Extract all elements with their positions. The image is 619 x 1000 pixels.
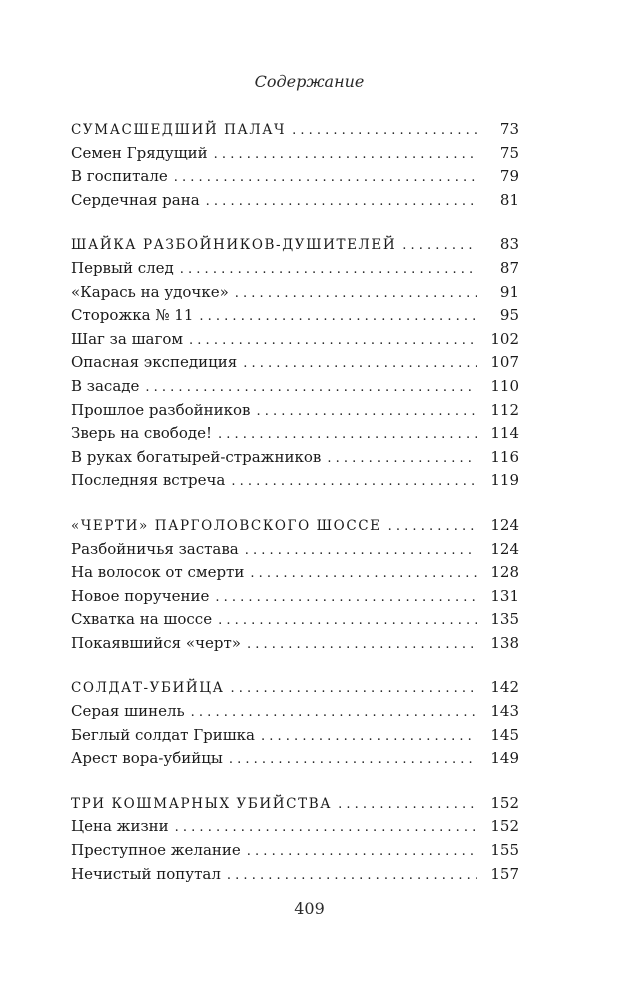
page-number: 152: [490, 793, 519, 812]
chapter-title: Семен Грядущий: [71, 142, 214, 166]
table-of-contents: [71, 118, 519, 907]
toc-chapter-entry: [71, 632, 519, 656]
toc-chapter-entry: [71, 839, 519, 863]
chapter-title: На волосок от смерти: [71, 561, 250, 585]
toc-chapter-entry: [71, 422, 519, 446]
dot-leader: [189, 329, 477, 353]
dot-leader: [218, 423, 477, 447]
toc-chapter-entry: [71, 165, 519, 189]
dot-leader: [402, 234, 477, 258]
toc-chapter-entry: [71, 375, 519, 399]
page-number: 145: [490, 725, 519, 744]
page-folio: 409: [294, 899, 325, 918]
toc-chapter-entry: [71, 189, 519, 213]
dot-leader: [257, 400, 478, 424]
dot-leader: [338, 793, 477, 817]
dot-leader: [245, 539, 477, 563]
page-number: 142: [490, 678, 519, 697]
dot-leader: [214, 143, 477, 167]
page-number: 131: [490, 586, 519, 605]
toc-section: [71, 514, 519, 656]
page-number: 119: [490, 471, 519, 490]
toc-chapter-entry: [71, 257, 519, 281]
page-number: 124: [490, 515, 519, 534]
page-number: 112: [490, 400, 519, 419]
dot-leader: [388, 515, 477, 539]
toc-chapter-entry: [71, 351, 519, 375]
toc-chapter-entry: [71, 281, 519, 305]
dot-leader: [327, 447, 477, 471]
chapter-title: Цена жизни: [71, 815, 175, 839]
toc-chapter-entry: [71, 700, 519, 724]
chapter-title: Арест вора-убийцы: [71, 747, 229, 771]
toc-chapter-entry: [71, 815, 519, 839]
dot-leader: [174, 166, 477, 190]
page-number: 116: [490, 447, 519, 466]
chapter-title: Опасная экспедиция: [71, 351, 243, 375]
chapter-title: Последняя встреча: [71, 469, 231, 493]
page-number: 110: [490, 376, 519, 395]
chapter-title: Сторожка № 11: [71, 304, 199, 328]
chapter-title: Нечистый попутал: [71, 863, 227, 887]
dot-leader: [230, 677, 477, 701]
page-number: 91: [499, 282, 519, 301]
dot-leader: [180, 258, 477, 282]
toc-chapter-entry: [71, 863, 519, 887]
chapter-title: Разбойничья застава: [71, 538, 245, 562]
chapter-title: Серая шинель: [71, 700, 191, 724]
page-number: 155: [490, 841, 519, 860]
toc-chapter-entry: [71, 608, 519, 632]
page-number: 79: [499, 167, 519, 186]
toc-chapter-entry: [71, 561, 519, 585]
chapter-title: Шаг за шагом: [71, 328, 189, 352]
dot-leader: [261, 725, 477, 749]
dot-leader: [229, 748, 477, 772]
dot-leader: [247, 633, 477, 657]
chapter-title: Первый след: [71, 257, 180, 281]
toc-chapter-entry: [71, 538, 519, 562]
chapter-title: Новое поручение: [71, 585, 215, 609]
dot-leader: [243, 352, 477, 376]
chapter-title: Зверь на свободе!: [71, 422, 218, 446]
page-number: 138: [490, 633, 519, 652]
dot-leader: [250, 562, 477, 586]
toc-chapter-entry: [71, 399, 519, 423]
chapter-title: В руках богатырей-стражников: [71, 446, 327, 470]
chapter-title: В госпитале: [71, 165, 174, 189]
part-title: СОЛДАТ-УБИЙЦА: [71, 677, 230, 701]
dot-leader: [199, 305, 477, 329]
chapter-title: «Карась на удочке»: [71, 281, 235, 305]
dot-leader: [206, 190, 477, 214]
dot-leader: [227, 864, 477, 888]
part-title: ШАЙКА РАЗБОЙНИКОВ-ДУШИТЕЛЕЙ: [71, 234, 402, 258]
dot-leader: [247, 840, 477, 864]
toc-chapter-entry: [71, 446, 519, 470]
page-number: 83: [499, 235, 519, 254]
dot-leader: [218, 609, 477, 633]
toc-section: [71, 233, 519, 493]
chapter-title: Преступное желание: [71, 839, 247, 863]
chapter-title: Схватка на шоссе: [71, 608, 218, 632]
toc-part-entry: [71, 233, 519, 257]
toc-chapter-entry: [71, 724, 519, 748]
page-number: 149: [490, 749, 519, 768]
toc-section: [71, 792, 519, 886]
chapter-title: В засаде: [71, 375, 145, 399]
chapter-title: Сердечная рана: [71, 189, 206, 213]
toc-section: [71, 118, 519, 212]
toc-part-entry: [71, 118, 519, 142]
page-number: 114: [490, 424, 519, 443]
page-number: 128: [490, 563, 519, 582]
toc-chapter-entry: [71, 142, 519, 166]
chapter-title: Беглый солдат Гришка: [71, 724, 261, 748]
page-number: 143: [490, 702, 519, 721]
page-number: 75: [499, 143, 519, 162]
page-number: 107: [490, 353, 519, 372]
part-title: «ЧЕРТИ» ПАРГОЛОВСКОГО ШОССЕ: [71, 515, 388, 539]
toc-chapter-entry: [71, 747, 519, 771]
toc-section: [71, 676, 519, 770]
dot-leader: [145, 376, 477, 400]
page-number: 157: [490, 864, 519, 883]
page-number: 81: [499, 190, 519, 209]
page-number: 135: [490, 610, 519, 629]
toc-chapter-entry: [71, 304, 519, 328]
chapter-title: Прошлое разбойников: [71, 399, 257, 423]
page-number: 124: [490, 539, 519, 558]
part-title: ТРИ КОШМАРНЫХ УБИЙСТВА: [71, 793, 338, 817]
page-number: 87: [499, 258, 519, 277]
page-number: 73: [499, 120, 519, 138]
running-header: Содержание: [254, 72, 365, 91]
page-number: 102: [490, 329, 519, 348]
part-title: СУМАСШЕДШИЙ ПАЛАЧ: [71, 119, 292, 143]
dot-leader: [175, 816, 477, 840]
dot-leader: [215, 586, 477, 610]
toc-part-entry: [71, 676, 519, 700]
dot-leader: [292, 119, 477, 143]
toc-chapter-entry: [71, 585, 519, 609]
toc-chapter-entry: [71, 328, 519, 352]
chapter-title: Покаявшийся «черт»: [71, 632, 247, 656]
dot-leader: [191, 701, 477, 725]
page-number: 152: [490, 817, 519, 836]
dot-leader: [235, 282, 477, 306]
page-number: 95: [499, 306, 519, 325]
toc-chapter-entry: [71, 469, 519, 493]
toc-part-entry: [71, 792, 519, 816]
dot-leader: [231, 470, 477, 494]
toc-part-entry: [71, 514, 519, 538]
